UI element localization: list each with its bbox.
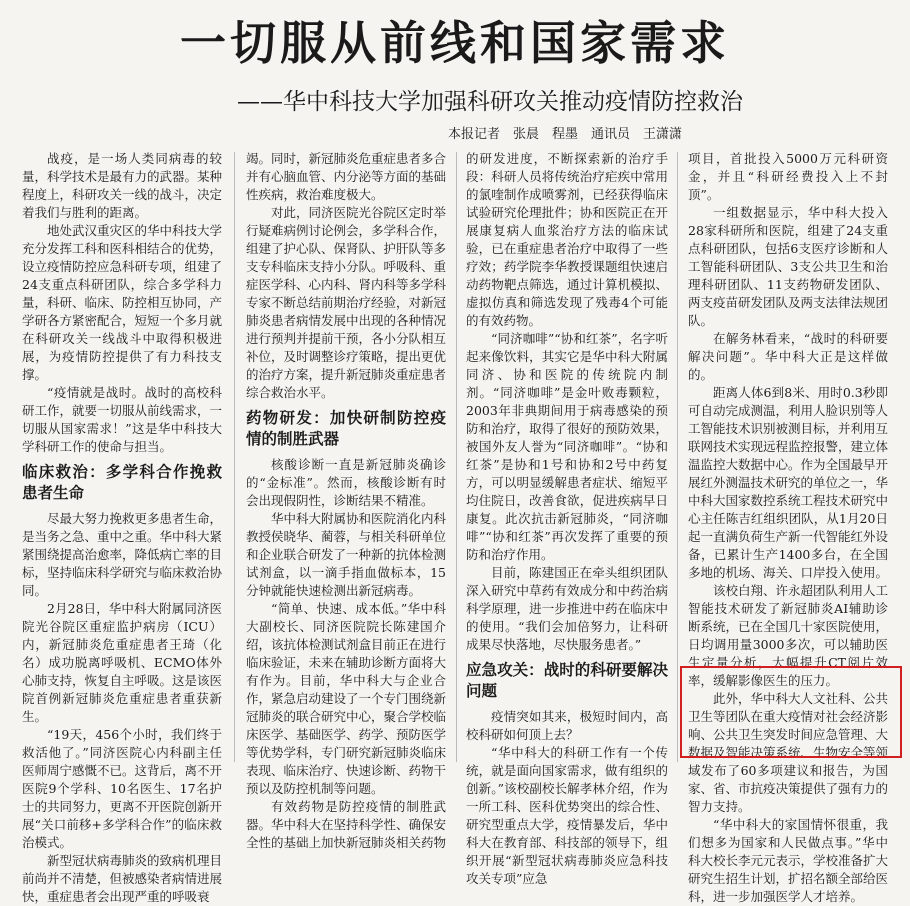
section-heading-clinical: 临床救治：多学科合作挽救患者生命 bbox=[22, 463, 222, 502]
paragraph: “华中科大的科研工作有一个传统，就是面向国家需求，做有组织的创新。”该校副校长解孝林介绍，作为一所工科、医科优势突出的综合性、研究型重点大学，疫情暴发后，华中科大在教育部、科技部的领导下，组织开展“新型冠状病毒肺炎应急科技攻关专项”应急 bbox=[466, 745, 668, 886]
paragraph: “疫情就是战时。战时的高校科研工作，就要一切服从前线需求，一切服从国家需求！”这是华中科技大学科研工作的使命与担当。 bbox=[22, 385, 223, 454]
paragraph: 疫情突如其来，极短时间内，高校科研如何顶上去？ bbox=[466, 709, 668, 742]
paragraph: 距离人体6到8米、用时0.3秒即可自动完成测温，利用人脸识别等人工智能技术识别被测目标，并利用互联网技术实现远程监控报警，建立体温监控大数据中心。作为全国最早开展红外测温技术研究的单位之一，华中科大国家数控系统工程技术研究中心主任陈吉红组织团队，从1月20日起一直满负荷生产新一代智能红外设备，已累计生产1400多台，在全国多地的机场、海关、口岸投入使用。 bbox=[688, 385, 889, 580]
paragraph: 核酸诊断一直是新冠肺炎确诊的“金标准”。然而，核酸诊断有时会出现假阴性，诊断结果不精准。 bbox=[246, 457, 446, 508]
highlighted-quote-paragraph: “华中科大的家国情怀很重，我们想多为国家和人民做点事。”华中科大校长李元元表示，学校准备扩大研究生招生计划，扩招名额全部给医科，进一步加强医学人才培养。 bbox=[688, 817, 889, 904]
paragraph: 项目，首批投入5000万元科研资金，并且“科研经费投入上不封顶”。 bbox=[688, 151, 888, 202]
paragraph: 竭。同时，新冠肺炎危重症患者多合并有心脑血管、内分泌等方面的基础性疾病，救治难度极大。 bbox=[246, 151, 447, 202]
section-heading-emergency: 应急攻关：战时的科研要解决问题 bbox=[466, 661, 668, 700]
paragraph: 对此，同济医院光谷院区定时举行疑难病例讨论例会，多学科合作，组建了护心队、保肾队、护肝队等多支专科临床支持小分队。呼吸科、重症医学科、心内科、肾内科等多学科专家不断总结前期治疗经验，对新冠肺炎患者病情发展中出现的各种情况进行预判并提前干预，各小分队相互补位，及时调整诊疗策略，提出更优的治疗方案，提升新冠肺炎重症患者综合救治水平。 bbox=[246, 205, 447, 400]
article-column-2 bbox=[246, 150, 447, 850]
paragraph: “同济咖啡”“协和红茶”，名字听起来像饮料，其实它是华中科大附属同济、协和医院的传统院内制剂。“同济咖啡”是金叶败毒颗粒，2003年非典期间用于病毒感染的预防和治疗，取得了很好的预防效果，被国外友人誉为“同济咖啡”。“协和红茶”是协和1号和协和2号中药复方，可以明显缓解患者症状、缩短平均住院日，改善食欲，促进疾病早日康复。此次抗击新冠肺炎，“同济咖啡”“协和红茶”再次发挥了重要的预防和治疗作用。 bbox=[466, 331, 668, 562]
section-heading-drugs: 药物研发：加快研制防控疫情的制胜武器 bbox=[246, 409, 446, 448]
column-divider bbox=[234, 152, 235, 762]
paragraph: 的研发进度，不断探索新的治疗手段：科研人员将传统治疗疟疾中常用的氯喹制作成喷雾剂，已经获得临床试验研究伦理批件；协和医院正在开展康复病人血浆治疗方法的临床试验，已在重症患者治疗中取得了一些疗效；药学院李华教授课题组快速启动药物靶点筛选，通过计算机模拟、虚拟仿真和筛选发现了残毒4个可能的有效药物。 bbox=[466, 151, 668, 328]
paragraph: “简单、快速、成本低。”华中科大副校长、同济医院院长陈建国介绍，该抗体检测试剂盒目前正在进行临床验证，未来在辅助诊断方面将大有作为。目前，华中科大与企业合作，紧急启动建设了一个专门围绕新冠肺炎的联合研究中心，聚合学校临床医学、基础医学、药学、预防医学等优势学科，专门研究新冠肺炎临床表现、临床治疗、快速诊断、药物干预以及防控机制等问题。 bbox=[246, 601, 447, 796]
column-divider bbox=[677, 152, 678, 762]
paragraph: 新型冠状病毒肺炎的致病机理目前尚并不清楚，但被感染者病情进展快，重症患者会出现严重的呼吸衰 bbox=[22, 853, 223, 904]
highlight-box bbox=[680, 666, 902, 758]
paragraph: “19天，456个小时，我们终于救活他了。”同济医院心内科副主任医师周宁感慨不已。这背后，离不开医院9个学科、10名医生、17名护士的共同努力，更离不开医院创新开展“关口前移+多学科合作”的临床救治模式。 bbox=[22, 727, 223, 850]
headline: 一切服从前线和国家需求 bbox=[180, 16, 730, 70]
paragraph: 有效药物是防控疫情的制胜武器。华中科大在坚持科学性、确保安全性的基础上加快新冠肺炎相关药物 bbox=[246, 799, 447, 850]
paragraph: 地处武汉重灾区的华中科技大学充分发挥工科和医科相结合的优势，设立疫情防控应急科研专项，组建了24支重点科研团队，综合多学科力量，科研、临床、防控相互协同，产学研各方紧密配合，短短一个多月就在科研攻关一线战斗中取得积极进展，为疫情防控提供了有力科技支撑。 bbox=[22, 223, 223, 382]
byline: 本报记者 张晨 程墨 通讯员 王潇潇 bbox=[447, 127, 682, 142]
paragraph: 在解务林看来，“战时的科研要解决问题”。华中科大正是这样做的。 bbox=[688, 331, 888, 382]
article-column-3 bbox=[466, 150, 668, 886]
paragraph: 此外，华中科大人文社科、公共卫生等团队在重大疫情对社会经济影响、公共卫生突发时间应急管理、大数据及智能决策系统、生物安全等领域发布了60多项建议和报告，为国家、省、市抗疫决策提供了强有力的智力支持。 bbox=[688, 691, 889, 814]
paragraph: 战疫，是一场人类同病毒的较量，科学技术是最有力的武器。某种程度上，科研攻关一线的战斗，决定着我们与胜利的距离。 bbox=[22, 151, 223, 220]
paragraph: 华中科大附属协和医院消化内科教授侯晓华、蔺蓉，与相关科研单位和企业联合研发了一种新的抗体检测试剂盒，以一滴手指血做标本，15分钟就能快速检测出新冠病毒。 bbox=[246, 511, 447, 598]
subheadline: ——华中科技大学加强科研攻关推动疫情防控救治 bbox=[237, 89, 743, 115]
article-column-1 bbox=[22, 150, 223, 904]
paragraph: 尽最大努力挽救更多患者生命，是当务之急、重中之重。华中科大紧紧围绕提高治愈率，降低病亡率的目标，坚持临床科学研究与临床救治协同。 bbox=[22, 511, 223, 598]
paragraph: 该校白翔、许永超团队利用人工智能技术研发了新冠肺炎AI辅助诊断系统，已在全国几十家医院使用，日均调用量3000多次，可以辅助医生定量分析，大幅提升CT阅片效率，缓解影像医生的压力。 bbox=[688, 583, 889, 688]
paragraph: 目前，陈建国正在牵头组织团队深入研究中草药有效成分和中药治病科学原理，进一步推进中药在临床中的使用。“我们会加倍努力，让科研成果尽快落地，尽快服务患者。” bbox=[466, 565, 668, 652]
column-divider bbox=[456, 152, 457, 762]
paragraph: 一组数据显示，华中科大投入28家科研所和医院，组建了24支重点科研团队，包括6支医疗诊断和人工智能科研团队、3支公共卫生和治理科研团队、11支药物研发团队、两支疫苗研发团队及两支法律法规团队。 bbox=[688, 205, 889, 328]
paragraph: 2月28日，华中科大附属同济医院光谷院区重症监护病房（ICU）内，新冠肺炎危重症患者王琦（化名）成功脱离呼吸机、ECMO体外心肺支持，恢复自主呼吸。这是该医院首例新冠肺炎危重症患者重获新生。 bbox=[22, 601, 223, 724]
